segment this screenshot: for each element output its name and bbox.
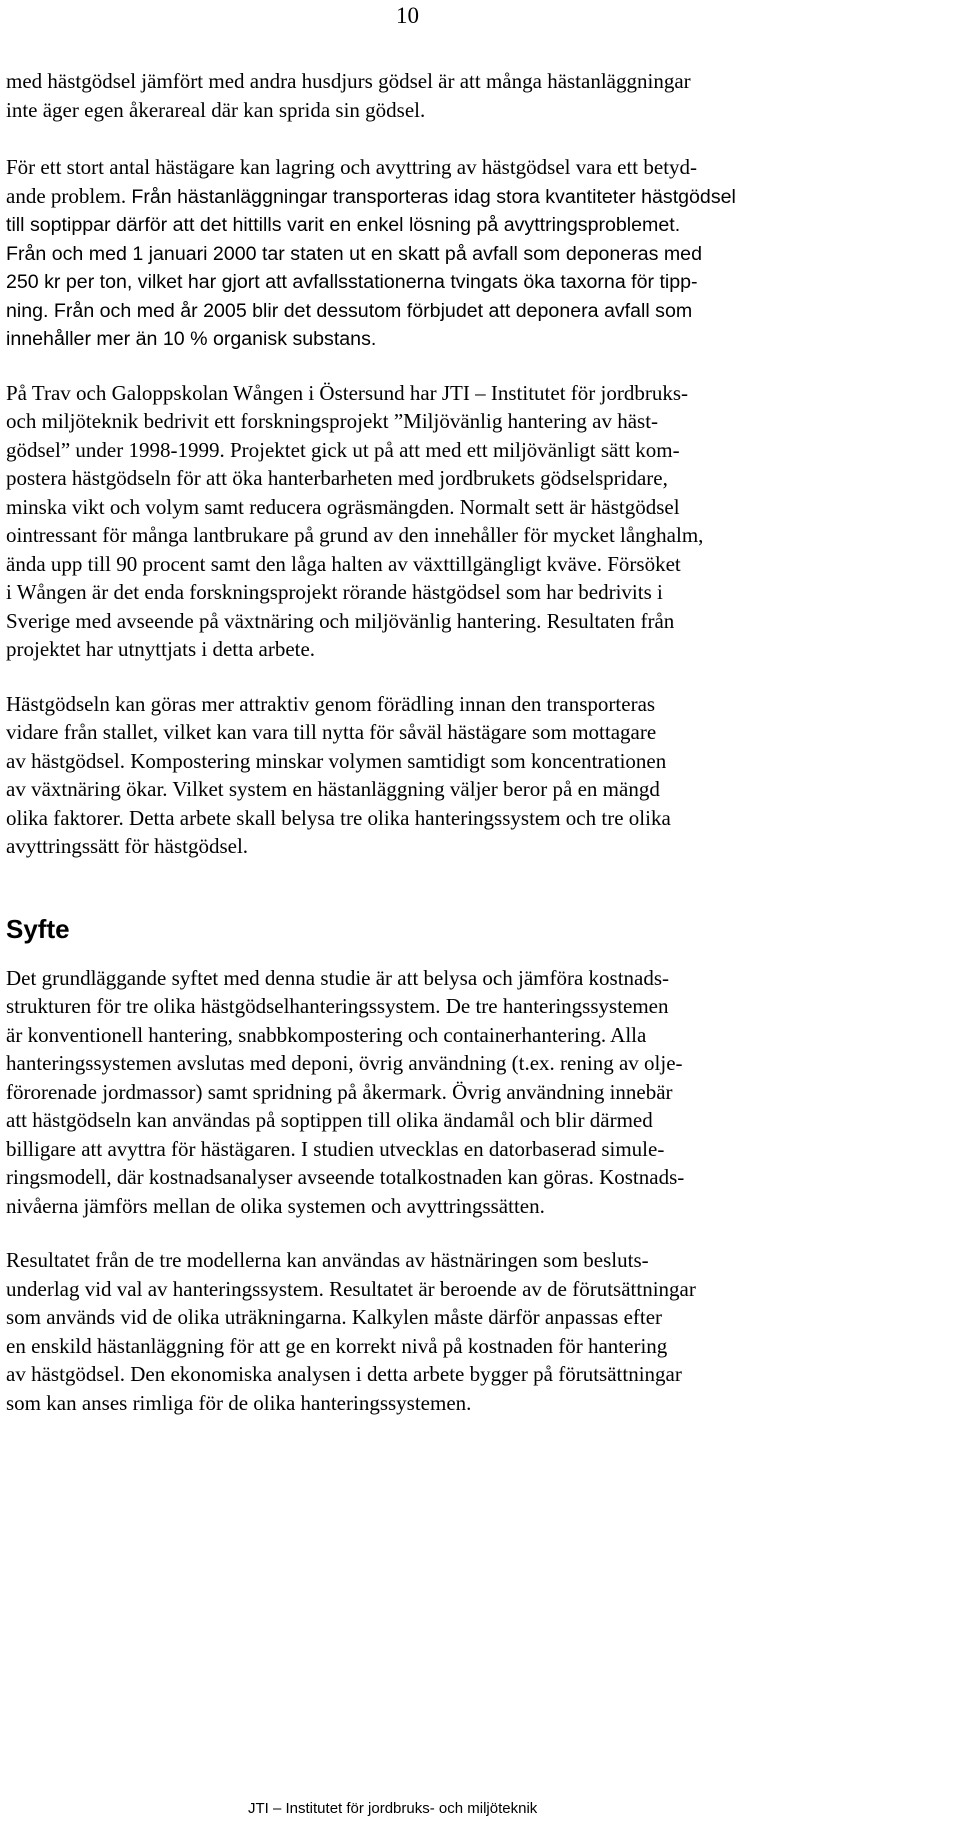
text-line: På Trav och Galoppskolan Wången i Östersund har JTI – Institutet för jordbruks- xyxy=(6,380,689,405)
text-line: Från och med 1 januari 2000 tar staten ut en skatt på avfall som deponeras med xyxy=(6,242,702,265)
text-line: ända upp till 90 procent samt den låga halten av växttillgängligt kväve. Försöket xyxy=(6,551,681,576)
text-line: av hästgödsel. Den ekonomiska analysen i detta arbete bygger på förutsättningar xyxy=(6,1362,682,1386)
text-line: Resultatet från de tre modellerna kan användas av hästnäringen som besluts- xyxy=(6,1248,649,1272)
text-line: olika faktorer. Detta arbete skall belysa tre olika hanteringssystem och tre olika xyxy=(6,805,671,830)
text-line: Sverige med avseende på växtnäring och miljövänlig hantering. Resultaten från xyxy=(6,608,675,633)
text-line xyxy=(6,182,956,212)
text-line: hanteringssystemen avslutas med deponi, övrig användning (t.ex. rening av olje- xyxy=(6,1051,683,1075)
text-line: nivåerna jämförs mellan de olika systemen och avyttringssätten. xyxy=(6,1193,545,1218)
page-number-text: 10 xyxy=(396,3,419,28)
text-line: som används vid de olika uträkningarna. Kalkylen måste därför anpassas efter xyxy=(6,1305,663,1329)
text-line: Hästgödseln kan göras mer attraktiv genom förädling innan den transporteras xyxy=(6,691,656,716)
text-line: ringsmodell, där kostnadsanalyser avseende totalkostnaden kan göras. Kostnads- xyxy=(6,1165,685,1189)
text-line: en enskild hästanläggning för att ge en korrekt nivå på kostnaden för hantering xyxy=(6,1333,668,1358)
text-line: Det grundläggande syftet med denna studie är att belysa och jämföra kostnads- xyxy=(6,965,670,990)
text-line: avyttringssätt för hästgödsel. xyxy=(6,834,249,858)
text-segment: Från hästanläggningar transporteras idag stora kvantiteter hästgödsel xyxy=(131,185,736,208)
text-segment: ande problem. xyxy=(6,183,132,208)
paragraph-1 xyxy=(6,67,956,124)
text-line: postera hästgödseln för att öka hanterbarheten med jordbrukets gödselspridare, xyxy=(6,466,668,490)
text-line: minska vikt och volym samt reducera ogräsmängden. Normalt sett är hästgödsel xyxy=(6,494,680,519)
text-line: med hästgödsel jämfört med andra husdjurs gödsel är att många hästanläggningar xyxy=(6,69,691,93)
page-footer: JTI – Institutet för jordbruks- och miljöteknik xyxy=(248,1800,538,1817)
text-line: 250 kr per ton, vilket har gjort att avfallsstationerna tvingats öka taxorna för tipp- xyxy=(6,271,698,293)
paragraph-4 xyxy=(6,690,956,861)
text-line: projektet har utnyttjats i detta arbete. xyxy=(6,637,316,661)
text-line: av hästgödsel. Kompostering minskar volymen samtidigt som koncentrationen xyxy=(6,748,667,773)
text-line: ointressant för många lantbrukare på grund av den innehåller för mycket långhalm, xyxy=(6,523,704,547)
document-body xyxy=(6,67,956,1417)
section-heading: Syfte xyxy=(6,913,70,944)
text-line: inte äger egen åkerareal där kan sprida sin gödsel. xyxy=(6,97,426,122)
paragraph-5 xyxy=(6,964,956,1221)
text-line: För ett stort antal hästägare kan lagring och avyttring av hästgödsel vara ett betyd- xyxy=(6,155,698,179)
text-line: och miljöteknik bedrivit ett forskningsprojekt ”Miljövänlig hantering av häst- xyxy=(6,409,659,433)
text-line: förorenade jordmassor) samt spridning på åkermark. Övrig användning innebär xyxy=(6,1079,673,1104)
text-line: underlag vid val av hanteringssystem. Resultatet är beroende av de förutsättningar xyxy=(6,1276,696,1301)
text-line: billigare att avyttra för hästägaren. I studien utvecklas en datorbaserad simule- xyxy=(6,1136,665,1161)
text-line: i Wången är det enda forskningsprojekt rörande hästgödsel som har bedrivits i xyxy=(6,580,663,604)
text-line: till soptippar därför att det hittills varit en enkel lösning på avyttringsproblemet. xyxy=(6,214,681,236)
text-line: vidare från stallet, vilket kan vara till nytta för såväl hästägare som mottagare xyxy=(6,720,657,744)
text-line: av växtnäring ökar. Vilket system en hästanläggning väljer beror på en mängd xyxy=(6,777,660,801)
text-line: som kan anses rimliga för de olika hanteringssystemen. xyxy=(6,1390,472,1415)
paragraph-2 xyxy=(6,153,956,354)
text-line: att hästgödseln kan användas på soptippen till olika ändamål och blir därmed xyxy=(6,1108,653,1132)
paragraph-3 xyxy=(6,379,956,664)
text-line: ning. Från och med år 2005 blir det dessutom förbjudet att deponera avfall som xyxy=(6,299,693,322)
paragraph-6 xyxy=(6,1246,956,1417)
text-line: gödsel” under 1998-1999. Projektet gick ut på att med ett miljövänligt sätt kom- xyxy=(6,437,680,462)
text-line: strukturen för tre olika hästgödselhanteringssystem. De tre hanteringssystemen xyxy=(6,994,669,1018)
text-line: är konventionell hantering, snabbkompostering och containerhantering. Alla xyxy=(6,1022,647,1047)
text-line: innehåller mer än 10 % organisk substans. xyxy=(6,328,377,350)
